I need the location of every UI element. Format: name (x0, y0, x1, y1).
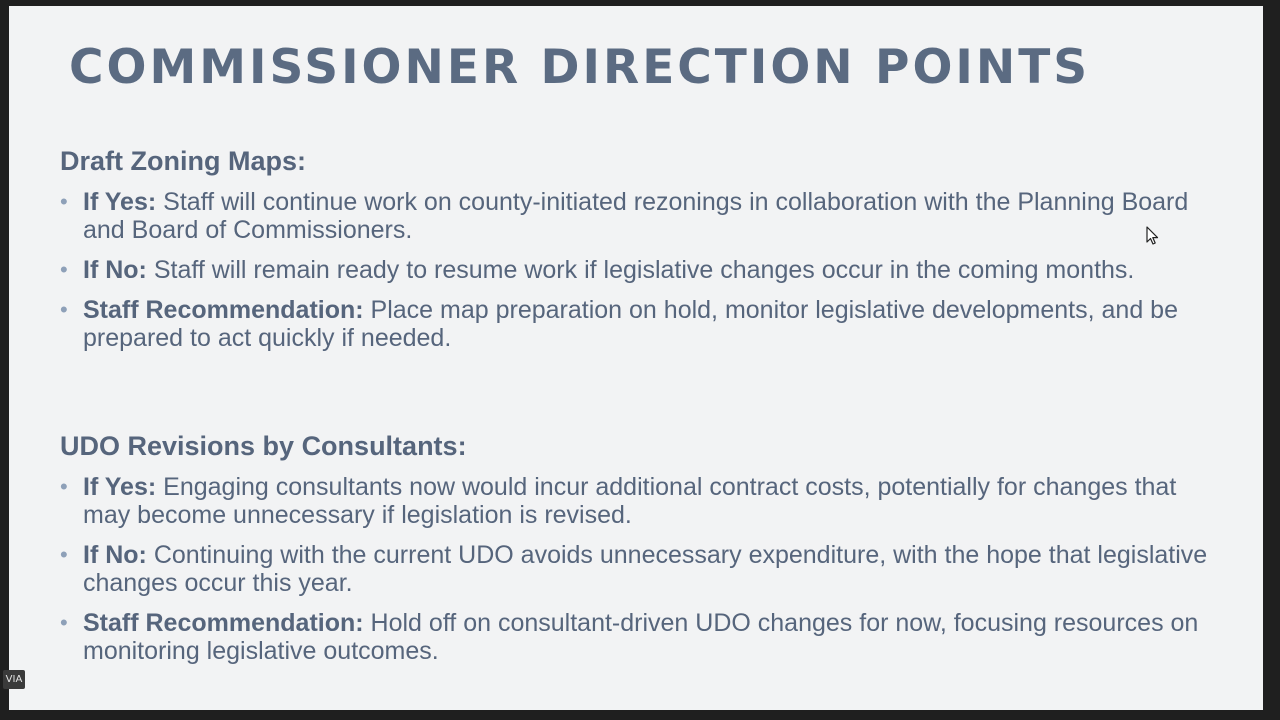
bullet-icon: • (60, 610, 68, 635)
bullet-text: Staff will continue work on county-initiated rezonings in collaboration with the Planning Board and Board of Commissioners. (83, 188, 1189, 244)
bullet-lead: Staff Recommendation: (83, 296, 364, 324)
section-draft-zoning-maps (60, 146, 1210, 364)
bullet-lead: Staff Recommendation: (83, 609, 364, 637)
section-udo-revisions (60, 431, 1210, 677)
bullet-item (60, 296, 1210, 352)
bullet-item (60, 188, 1210, 244)
bullet-lead: If Yes: (83, 188, 157, 216)
section-heading: UDO Revisions by Consultants: (60, 431, 467, 461)
bullet-text: Engaging consultants now would incur additional contract costs, potentially for changes that may become unnecessary if legislation is revised. (83, 473, 1177, 529)
bullet-icon: • (60, 474, 68, 499)
bullet-item (60, 473, 1210, 529)
bullet-text: Place map preparation on hold, monitor legislative developments, and be prepared to act quickly if needed. (83, 296, 1178, 352)
bullet-lead: If No: (83, 256, 147, 284)
bullet-item (60, 609, 1210, 665)
bullet-text: Staff will remain ready to resume work if legislative changes occur in the coming months. (153, 256, 1135, 284)
section-heading: Draft Zoning Maps: (60, 146, 306, 176)
bullet-text: Continuing with the current UDO avoids unnecessary expenditure, with the hope that legislative changes occur this year. (83, 541, 1208, 597)
bullet-icon: • (60, 257, 68, 282)
mouse-pointer-icon (1146, 226, 1160, 246)
via-badge: VIA (3, 670, 25, 689)
bullet-lead: If No: (83, 541, 147, 569)
slide-title: COMMISSIONER DIRECTION POINTS (69, 40, 1091, 95)
bullet-list (60, 473, 1210, 665)
bullet-lead: If Yes: (83, 473, 157, 501)
bullet-text: Hold off on consultant-driven UDO changes for now, focusing resources on monitoring legislative outcomes. (83, 609, 1199, 665)
bullet-item (60, 541, 1210, 597)
bullet-list (60, 188, 1210, 352)
presentation-slide (9, 6, 1263, 710)
bullet-icon: • (60, 189, 68, 214)
bullet-icon: • (60, 542, 68, 567)
bullet-item (60, 256, 1210, 284)
bullet-icon: • (60, 297, 68, 322)
